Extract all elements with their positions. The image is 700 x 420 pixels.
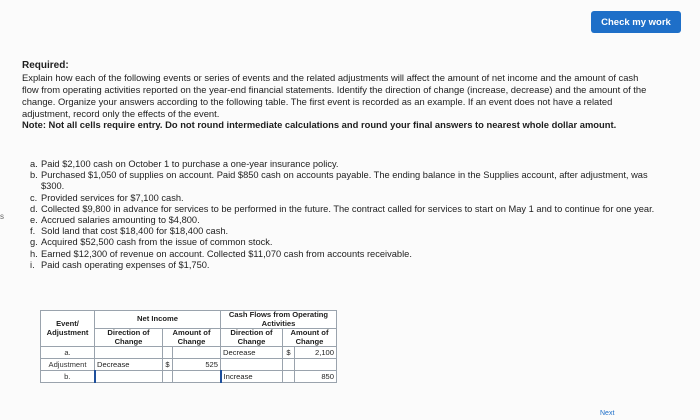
list-item	[30, 226, 660, 237]
list-item	[30, 237, 660, 248]
ni-currency-cell	[163, 371, 173, 383]
list-item	[30, 249, 660, 260]
ni-amount-cell	[173, 347, 221, 359]
event-column-header: Event/ Adjustment	[41, 311, 95, 347]
ni-currency-cell: $	[163, 359, 173, 371]
ni-amount-header: Amount of Change	[163, 329, 221, 347]
event-letter: c.	[30, 192, 38, 203]
event-letter: e.	[30, 215, 38, 226]
side-marker: s	[0, 212, 4, 221]
event-list	[30, 159, 660, 271]
event-letter: f.	[30, 226, 36, 237]
event-letter: i.	[30, 259, 35, 270]
ni-direction-header: Direction of Change	[95, 329, 163, 347]
cf-direction-header: Direction of Change	[221, 329, 283, 347]
required-heading: Required:	[22, 60, 69, 71]
note-text: Note: Not all cells require entry. Do not round intermediate calculations and round your final answers to nearest whole dollar amount.	[22, 119, 617, 130]
event-letter: a.	[30, 159, 38, 169]
event-letter: g.	[30, 237, 38, 248]
net-income-header: Net Income	[95, 311, 221, 329]
cf-amount-header: Amount of Change	[283, 329, 337, 347]
event-letter: b.	[30, 170, 38, 181]
ni-direction-input[interactable]	[95, 371, 163, 383]
cf-currency-cell: $	[283, 347, 295, 359]
list-item	[30, 159, 660, 170]
list-item	[30, 215, 660, 226]
list-item	[30, 260, 660, 271]
event-text: Acquired $52,500 cash from the issue of common stock.	[41, 237, 273, 248]
event-text: Paid cash operating expenses of $1,750.	[41, 259, 210, 270]
instructions-text: Explain how each of the following events or series of events and the related adjustments will affect the amount of net income and the amount of cash flow from operating activities reported on the year-end financial statements. Identify the direction of change (increase, decrease) and the amount of the change. Organize your answers according to the following table. The first event is recorded as an example. If an event does not have a related adjustment, record only the effects of the event.	[22, 72, 647, 119]
ni-currency-cell	[163, 347, 173, 359]
answer-table	[40, 310, 337, 383]
cf-direction-cell: Decrease	[221, 347, 283, 359]
cf-amount-input[interactable]: 850	[295, 371, 337, 383]
row-label: Adjustment	[41, 359, 95, 371]
cf-currency-cell	[283, 371, 295, 383]
list-item	[30, 193, 660, 204]
row-label: b.	[41, 371, 95, 383]
table-row	[41, 347, 337, 359]
cf-amount-cell	[295, 359, 337, 371]
event-text: Provided services for $7,100 cash.	[41, 192, 184, 203]
event-letter: d.	[30, 203, 38, 214]
event-text: Earned $12,300 of revenue on account. Collected $11,070 cash from accounts receivable.	[41, 248, 412, 259]
ni-amount-cell: 525	[173, 359, 221, 371]
cf-amount-cell: 2,100	[295, 347, 337, 359]
list-item	[30, 170, 660, 192]
ni-amount-input[interactable]	[173, 371, 221, 383]
cf-currency-cell	[283, 359, 295, 371]
event-text: Accrued salaries amounting to $4,800.	[41, 215, 200, 226]
answer-table-wrapper	[40, 310, 337, 383]
table-row	[41, 359, 337, 371]
event-text: Paid $2,100 cash on October 1 to purchase a one-year insurance policy.	[41, 159, 339, 169]
list-item	[30, 204, 660, 215]
ni-direction-cell	[95, 347, 163, 359]
event-text: Collected $9,800 in advance for services to be performed in the future. The contract called for services to start on May 1 and to continue for one year.	[41, 203, 655, 214]
cf-direction-input[interactable]: Increase	[221, 371, 283, 383]
event-text: Sold land that cost $18,400 for $18,400 cash.	[41, 226, 229, 237]
cf-direction-cell	[221, 359, 283, 371]
check-my-work-button[interactable]: Check my work	[591, 11, 681, 33]
row-label: a.	[41, 347, 95, 359]
ni-direction-cell: Decrease	[95, 359, 163, 371]
event-text: Purchased $1,050 of supplies on account. Paid $850 cash on accounts payable. The ending balance in the Supplies account, after adjustment, was $300.	[41, 170, 648, 192]
cash-flows-header: Cash Flows from Operating Activities	[221, 311, 337, 329]
table-row	[41, 371, 337, 383]
event-letter: h.	[30, 248, 38, 259]
next-link[interactable]: Next	[600, 410, 615, 417]
